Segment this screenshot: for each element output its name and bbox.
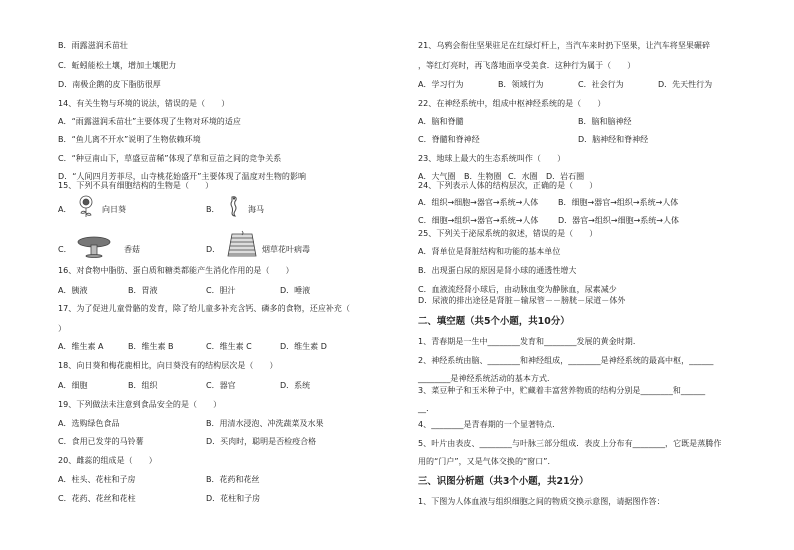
q14-option-b: B．“鱼儿离不开水”说明了生物依赖环境 xyxy=(58,135,201,144)
q17-options xyxy=(58,342,398,352)
q19-option-b: B．用清水浸泡、冲洗蔬菜及水果 xyxy=(206,419,324,428)
section-2-heading: 二、填空题（共5个小题，共10分） xyxy=(418,316,570,327)
q15-option-a-label: 向日葵 xyxy=(102,205,126,214)
q14-option-d: D．“人间四月芳菲尽，山寺桃花始盛开”主要体现了温度对生物的影响 xyxy=(58,172,307,181)
seahorse-icon xyxy=(222,194,246,218)
q25-option-d: D．尿液的排出途径是肾脏－输尿管－－膀胱－尿道－体外 xyxy=(418,296,626,305)
q13-option-b: B．雨露滋润禾苗壮 xyxy=(58,41,128,50)
q21-option-d: D．先天性行为 xyxy=(658,80,713,89)
q24-option-a: A．组织→细胞→器官→系统→人体 xyxy=(418,198,539,207)
q22-options-row-2 xyxy=(418,135,758,145)
mushroom-icon xyxy=(74,234,114,258)
q18-options xyxy=(58,381,398,391)
q20-option-a: A．柱头、花柱和子房 xyxy=(58,475,136,484)
q24-option-d: D．器官→组织→细胞→系统→人体 xyxy=(558,216,679,225)
q15-option-d-letter: D． xyxy=(206,245,221,254)
fill-line-6: 4、________是青春期的一个显著特点． xyxy=(418,420,561,429)
q18-option-c: C．器官 xyxy=(206,381,236,390)
q15-option-b-label: 海马 xyxy=(248,205,264,214)
q16-option-a: A．胰液 xyxy=(58,286,88,295)
q22-option-b: B．脑和脑神经 xyxy=(578,117,632,126)
q17-option-c: C．维生素 C xyxy=(206,342,252,351)
q19-option-d: D．买肉时，聪明是否检疫合格 xyxy=(206,437,317,446)
q24-option-c: C．细胞→组织→器官→系统→人体 xyxy=(418,216,539,225)
q15-option-c-letter: C． xyxy=(58,245,72,254)
question-24: 24、下列表示人体的结构层次，正确的是（ ） xyxy=(418,181,598,190)
q24-options-row-2 xyxy=(418,216,758,226)
q21-option-b: B．领域行为 xyxy=(498,80,544,89)
q20-option-d: D．花柱和子房 xyxy=(206,494,261,503)
fill-line-2: 2、神经系统由脑、________和神经组成，________是神经系统的最高中枢，______ xyxy=(418,356,714,365)
q18-option-d: D．系统 xyxy=(280,381,311,390)
question-17-line-1: 17、为了促进儿童骨骼的发育，除了给儿童多补充含钙、磷多的食物，还应补充（ xyxy=(58,304,351,313)
sunflower-icon xyxy=(74,194,98,218)
q19-options-row-2 xyxy=(58,437,398,447)
q15-option-d-label: 烟草花叶病毒 xyxy=(262,245,310,254)
question-17-line-2: ） xyxy=(58,324,67,333)
q24-option-b: B．细胞→器官→组织→系统→人体 xyxy=(558,198,679,207)
q18-option-b: B．组织 xyxy=(128,381,158,390)
question-15: 15、下列不具有细胞结构的生物是（ ） xyxy=(58,181,214,190)
q25-option-c: C．血液流经肾小球后，由动脉血变为静脉血，尿素减少 xyxy=(418,285,617,294)
q14-option-c: C．“种豆南山下，草盛豆苗稀”体现了草和豆苗之间的竞争关系 xyxy=(58,154,282,163)
q20-options-row-1 xyxy=(58,475,398,485)
q16-option-d: D．唾液 xyxy=(280,286,311,295)
q15-option-b-letter: B． xyxy=(206,205,220,214)
section-3-question-1: 1、下图为人体血液与组织细胞之间的物质交换示意图，请据图作答： xyxy=(418,497,665,506)
q24-options-row-1 xyxy=(418,198,758,208)
q21-option-c: C．社会行为 xyxy=(578,80,624,89)
q23-option-d: D．岩石圈 xyxy=(546,172,585,181)
question-25: 25、下列关于泌尿系统的叙述，错误的是（ ） xyxy=(418,229,598,238)
q17-option-b: B．维生素 B xyxy=(128,342,174,351)
fill-line-3: ________是神经系统活动的基本方式． xyxy=(418,374,556,383)
question-14: 14、有关生物与环境的说法，错误的是（ ） xyxy=(58,99,230,108)
q22-option-d: D．脑神经和脊神经 xyxy=(578,135,649,144)
question-22: 22、在神经系统中，组成中枢神经系统的是（ ） xyxy=(418,99,606,108)
question-18: 18、向日葵和梅花鹿相比，向日葵没有的结构层次是（ ） xyxy=(58,361,278,370)
q25-option-a: A．肾单位是肾脏结构和功能的基本单位 xyxy=(418,247,561,256)
q13-option-c: C．蚯蚓能松土壤，增加土壤肥力 xyxy=(58,61,177,70)
fill-line-1: 1、青春期是一生中________发育和________发展的黄金时期． xyxy=(418,337,641,346)
q23-option-b: B．生物圈 xyxy=(464,172,502,181)
fill-line-5: __． xyxy=(418,404,435,413)
question-19: 19、下列做法未注意到食品安全的是（ ） xyxy=(58,400,222,409)
fill-line-4: 3、菜豆种子和玉米种子中，贮藏着丰富营养物质的结构分别是________和______ xyxy=(418,386,706,395)
q13-option-d: D．南极企鹅的皮下脂肪很厚 xyxy=(58,80,161,89)
q17-option-a: A．维生素 A xyxy=(58,342,104,351)
q22-options-row-1 xyxy=(418,117,758,127)
q17-option-d: D．维生素 D xyxy=(280,342,327,351)
q23-option-c: C．水圈 xyxy=(508,172,538,181)
fill-line-8: 用的“门户”，又是气体交换的“窗口”． xyxy=(418,457,556,466)
q19-options-row-1 xyxy=(58,419,398,429)
question-20: 20、雌蕊的组成是（ ） xyxy=(58,456,157,465)
q19-option-a: A．选购绿色食品 xyxy=(58,419,120,428)
q22-option-a: A．脑和脊髓 xyxy=(418,117,464,126)
q21-options xyxy=(418,80,758,90)
q20-option-c: C．花药、花丝和花柱 xyxy=(58,494,136,503)
q21-option-a: A．学习行为 xyxy=(418,80,464,89)
question-21-line-1: 21、乌鸦会衔住坚果驻足在红绿灯杆上，当汽车来时扔下坚果，让汽车将坚果碾碎 xyxy=(418,41,711,50)
q18-option-a: A．细胞 xyxy=(58,381,88,390)
q20-options-row-2 xyxy=(58,494,398,504)
q16-option-c: C．胆汁 xyxy=(206,286,236,295)
question-16: 16、对食物中脂肪、蛋白质和糖类都能产生消化作用的是（ ） xyxy=(58,266,294,275)
question-21-line-2: ，等红灯亮时，再飞落地面享受美食．这种行为属于（ ） xyxy=(418,61,636,70)
fill-line-7: 5、叶片由表皮、________与叶脉三部分组成．表皮上分布有________，它既是蒸腾作 xyxy=(418,439,722,448)
q19-option-c: C．食用已发芽的马铃薯 xyxy=(58,437,144,446)
question-23: 23、地球上最大的生态系统叫作（ ） xyxy=(418,154,566,163)
q16-options xyxy=(58,286,398,296)
tobacco-mosaic-virus-icon xyxy=(226,230,258,260)
q20-option-b: B．花药和花丝 xyxy=(206,475,260,484)
q22-option-c: C．脊髓和脊神经 xyxy=(418,135,480,144)
q15-option-c-label: 香菇 xyxy=(124,245,140,254)
q16-option-b: B．胃液 xyxy=(128,286,158,295)
q25-option-b: B．出现蛋白尿的原因是肾小球的通透性增大 xyxy=(418,266,577,275)
section-3-heading: 三、识图分析题（共3个小题，共21分） xyxy=(418,476,589,487)
q15-option-a-letter: A． xyxy=(58,205,72,214)
q14-option-a: A．“雨露滋润禾苗壮”主要体现了生物对环境的适应 xyxy=(58,117,241,126)
q23-option-a: A．大气圈 xyxy=(418,172,456,181)
